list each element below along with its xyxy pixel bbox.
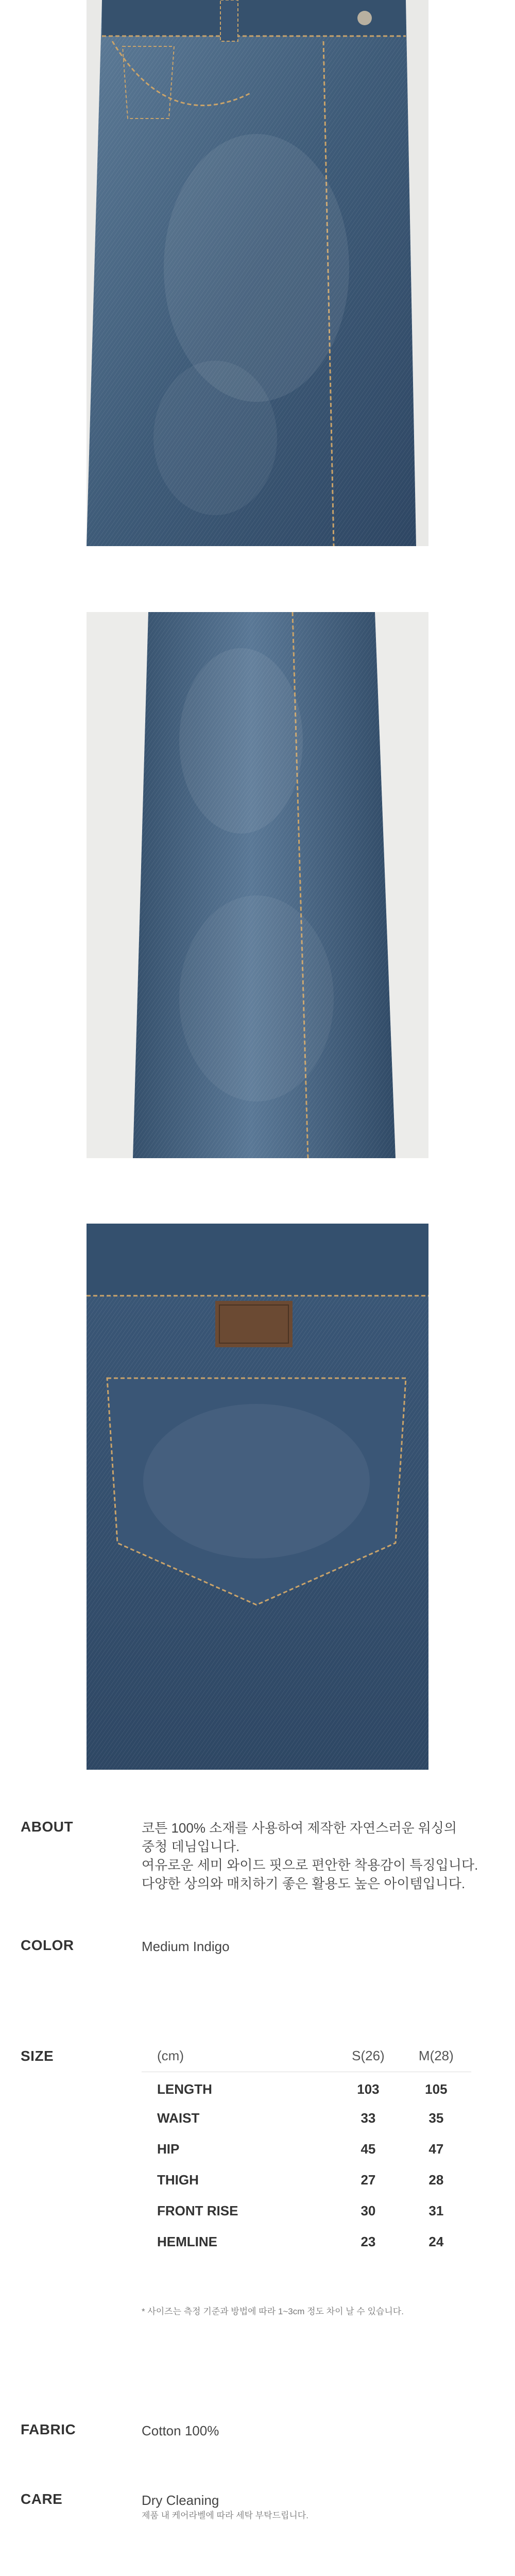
product-photo-front-upper xyxy=(87,0,428,546)
care-value: Dry Cleaning xyxy=(142,2493,219,2508)
measure-value: 35 xyxy=(428,2110,444,2126)
measure-value: 105 xyxy=(425,2081,448,2097)
about-label: ABOUT xyxy=(21,1819,74,1835)
table-row xyxy=(142,2103,471,2133)
size-column-header: M(28) xyxy=(401,2041,471,2072)
size-label: SIZE xyxy=(21,2048,54,2064)
measure-value: 27 xyxy=(360,2172,376,2188)
measure-name: HIP xyxy=(157,2141,180,2157)
measure-value: 28 xyxy=(428,2172,444,2188)
measure-value: 31 xyxy=(428,2202,444,2218)
measure-value: 30 xyxy=(360,2202,376,2218)
unit-header: (cm) xyxy=(142,2041,335,2072)
color-value: Medium Indigo xyxy=(142,1939,230,1954)
measure-value: 23 xyxy=(360,2233,376,2249)
measure-value: 47 xyxy=(428,2141,444,2157)
fabric-value: Cotton 100% xyxy=(142,2423,219,2438)
measure-name: FRONT RISE xyxy=(157,2202,238,2218)
about-text xyxy=(142,1819,497,1893)
table-row xyxy=(142,2164,471,2195)
about-line: 여유로운 세미 와이드 핏으로 편안한 착용감이 특징입니다. xyxy=(142,1857,478,1873)
about-line: 중청 데님입니다. xyxy=(142,1839,240,1854)
product-photo-leg xyxy=(87,612,428,1158)
care-label: CARE xyxy=(21,2491,63,2507)
table-row xyxy=(142,2195,471,2226)
table-row xyxy=(142,2133,471,2164)
size-column-header: S(26) xyxy=(335,2041,401,2072)
measure-value: 45 xyxy=(360,2141,376,2157)
measure-name: THIGH xyxy=(157,2172,199,2188)
measure-value: 24 xyxy=(428,2233,444,2249)
care-note: 제품 내 케어라벨에 따라 세탁 부탁드립니다. xyxy=(142,2511,308,2520)
size-table xyxy=(142,2041,471,2257)
table-row xyxy=(142,2072,471,2103)
measure-value: 103 xyxy=(357,2081,380,2097)
product-photo-back-pocket xyxy=(87,1224,428,1770)
measure-name: HEMLINE xyxy=(157,2233,217,2249)
size-note: * 사이즈는 측정 기준과 방법에 따라 1~3cm 정도 차이 날 수 있습니다. xyxy=(142,2307,404,2316)
measure-name: LENGTH xyxy=(157,2081,212,2097)
about-line: 다양한 상의와 매치하기 좋은 활용도 높은 아이템입니다. xyxy=(142,1876,466,1891)
fabric-label: FABRIC xyxy=(21,2421,76,2437)
table-row xyxy=(142,2226,471,2257)
measure-value: 33 xyxy=(360,2110,376,2126)
measure-name: WAIST xyxy=(157,2110,200,2126)
size-table-header xyxy=(142,2041,471,2072)
about-line: 코튼 100% 소재를 사용하여 제작한 자연스러운 워싱의 xyxy=(142,1820,457,1836)
color-label: COLOR xyxy=(21,1937,74,1953)
care-body xyxy=(142,2491,497,2522)
